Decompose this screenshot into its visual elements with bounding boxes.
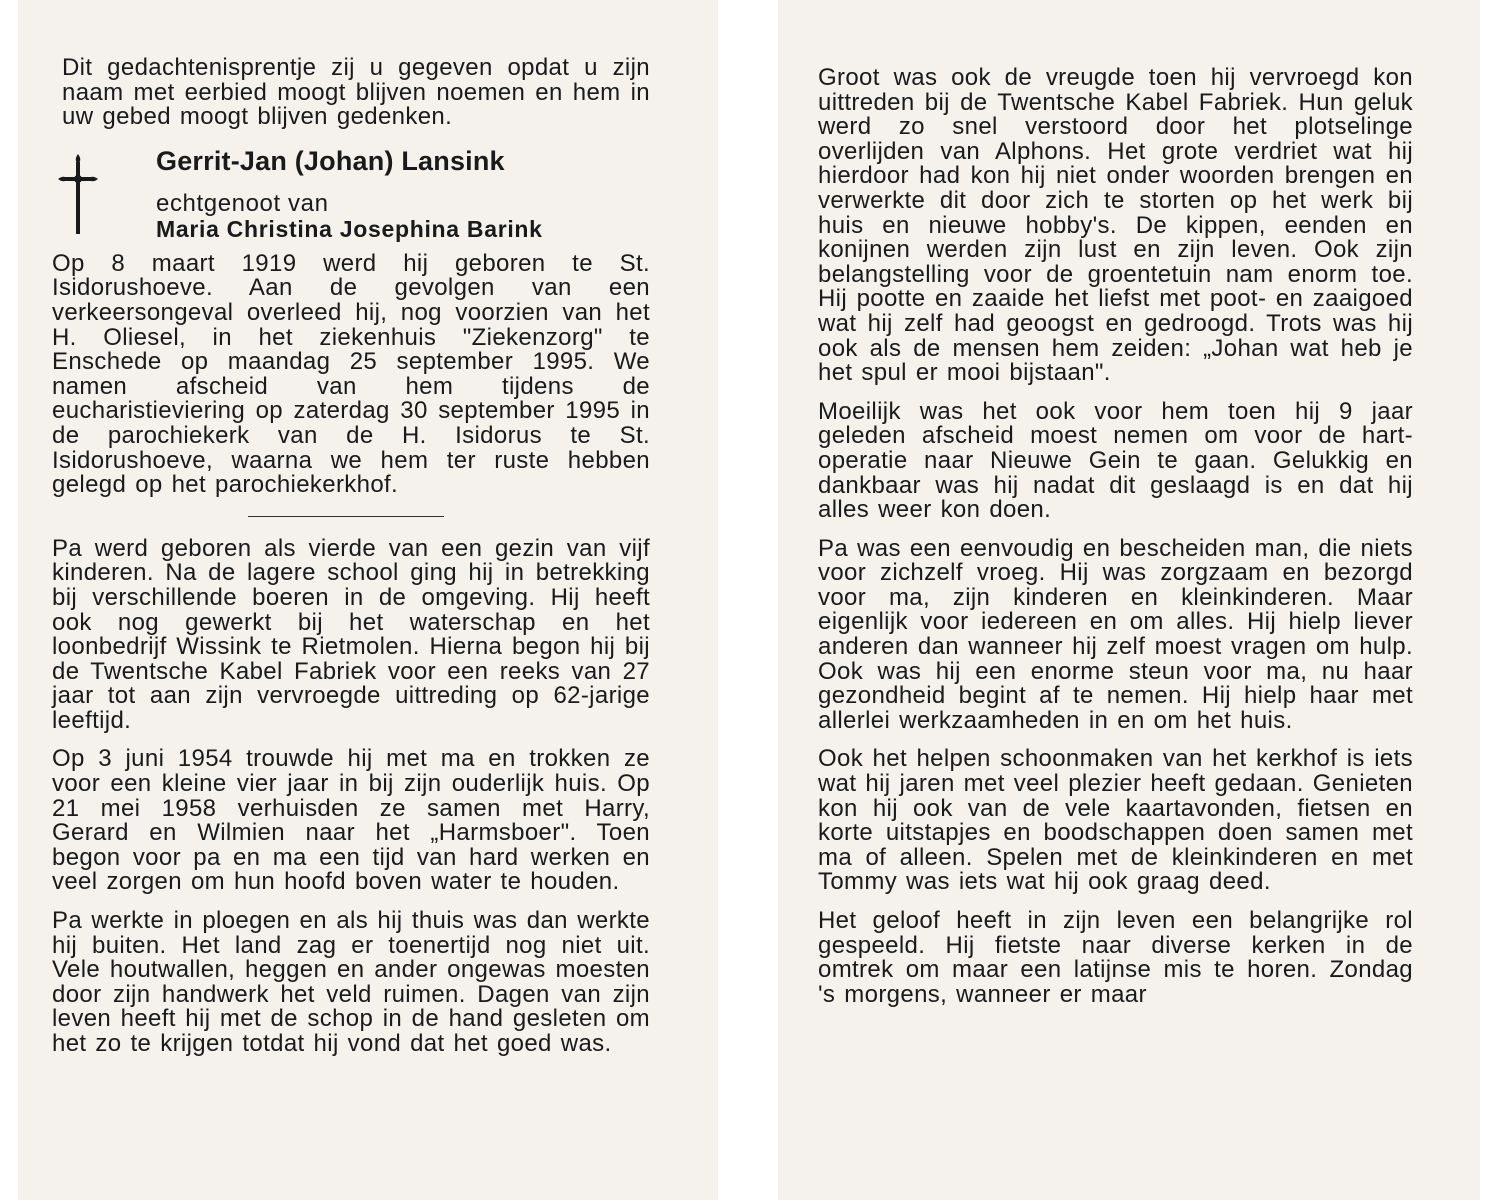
- left-paragraph: Op 3 juni 1954 trouwde hij met ma en trokken ze voor een kleine vier jaar in bij zijn ouderlijk huis. Op 21 mei 1958 verhuisden ze samen met Harry, Gerard en Wilmien naar het „Harmsboer". Toen begon voor pa en ma een tijd van hard werken en veel zorgen om hun hoofd boven water te houden.: [52, 745, 650, 896]
- right-column: [818, 66, 1413, 1007]
- spouse-name: Maria Christina Josephina Barink: [156, 215, 543, 242]
- biography-text: Op 8 maart 1919 werd hij geboren te St. Isidorushoeve. Aan de gevolgen van een verkeersongeval overleed hij, nog voorzien van het H. Oliesel, in het ziekenhuis "Ziekenzorg" te Enschede op maandag 25 september 1995. We namen afscheid van hem tijdens de eucharistieviering op zaterdag 30 september 1995 in de parochiekerk van de H. Isidorus te St. Isidorushoeve, waarna we hem ter ruste hebben gelegd op het parochiekerkhof.: [52, 249, 650, 499]
- cross-icon: [56, 152, 100, 236]
- right-paragraph: Ook het helpen schoonmaken van het kerkhof is iets wat hij jaren met veel plezier heeft gedaan. Genieten kon hij ook van de vele kaartavonden, fietsen en korte uitstapjes en boodschappen doen samen met ma of alleen. Spelen met de kleinkinderen en met Tommy was iets wat hij ook graag deed.: [818, 745, 1413, 896]
- intro-text: Dit gedachtenisprentje zij u gegeven opdat u zijn naam met eerbied moogt blijven noemen en hem in uw gebed moogt blijven gedenken.: [62, 54, 650, 131]
- deceased-header: [52, 146, 650, 240]
- right-paragraph: Pa was een eenvoudig en bescheiden man, die niets voor zichzelf vroeg. Hij was zorgzaam en bezorgd voor ma, zijn kinderen en kleinkinderen. Maar eigenlijk voor iedereen en om alles. Hij hielp liever anderen dan wanneer hij zelf moest vragen om hulp. Ook was hij een enorme steun voor ma, nu haar gezondheid begint af te nemen. Hij hielp haar met allerlei werkzaamheden in en om het huis.: [818, 534, 1413, 734]
- deceased-name: Gerrit-Jan (Johan) Lansink: [156, 145, 505, 176]
- left-paragraph: Pa werd geboren als vierde van een gezin van vijf kinderen. Na de lagere school ging hij in betrekking bij verschillende boeren in de omgeving. Hij heeft ook nog gewerkt bij het waterschap en het loonbedrijf Wissink te Rietmolen. Hierna begon hij bij de Twentsche Kabel Fabriek voor een reeks van 27 jaar tot aan zijn vervroegde uittreding op 62-jarige leeftijd.: [52, 534, 650, 734]
- divider: [248, 516, 444, 517]
- left-column: [52, 56, 650, 1057]
- right-paragraph: Groot was ook de vreugde toen hij vervroegd kon uittreden bij de Twentsche Kabel Fabriek. Hun geluk werd zo snel verstoord door het plotselinge overlijden van Alphons. Het grote verdriet wat hij hierdoor had kon hij niet onder woorden brengen en verwerkte dit door zich te storten op het werk bij huis en nieuwe hobby's. De kippen, eenden en konijnen werden zijn lust en zijn leven. Ook zijn belangstelling voor de groentetuin nam enorm toe. Hij pootte en zaaide het liefst met poot- en zaaigoed wat hij zelf had geoogst en gedroogd. Trots was hij ook als de mensen hem zeiden: „Johan wat heb je het spul er mooi bijstaan".: [818, 64, 1413, 387]
- right-paragraph: Het geloof heeft in zijn leven een belangrijke rol gespeeld. Hij fietste naar diverse kerken in de omtrek om maar een latijnse mis te horen. Zondag 's morgens, wanneer er maar: [818, 907, 1413, 1008]
- right-paragraph: Moeilijk was het ook voor hem toen hij 9 jaar geleden afscheid moest nemen om voor de hart-operatie naar Nieuwe Gein te gaan. Gelukkig en dankbaar was hij nadat dit geslaagd is en dat hij alles weer kon doen.: [818, 397, 1413, 524]
- left-paragraph: Pa werkte in ploegen en als hij thuis was dan werkte hij buiten. Het land zag er toenertijd nog niet uit. Vele houtwallen, heggen en ander ongewas moesten door zijn handwerk het veld ruimen. Dagen van zijn leven heeft hij met de schop in de hand gesleten om het zo te krijgen totdat hij vond dat het goed was.: [52, 907, 650, 1057]
- spouse-prefix: echtgenoot van: [156, 189, 329, 217]
